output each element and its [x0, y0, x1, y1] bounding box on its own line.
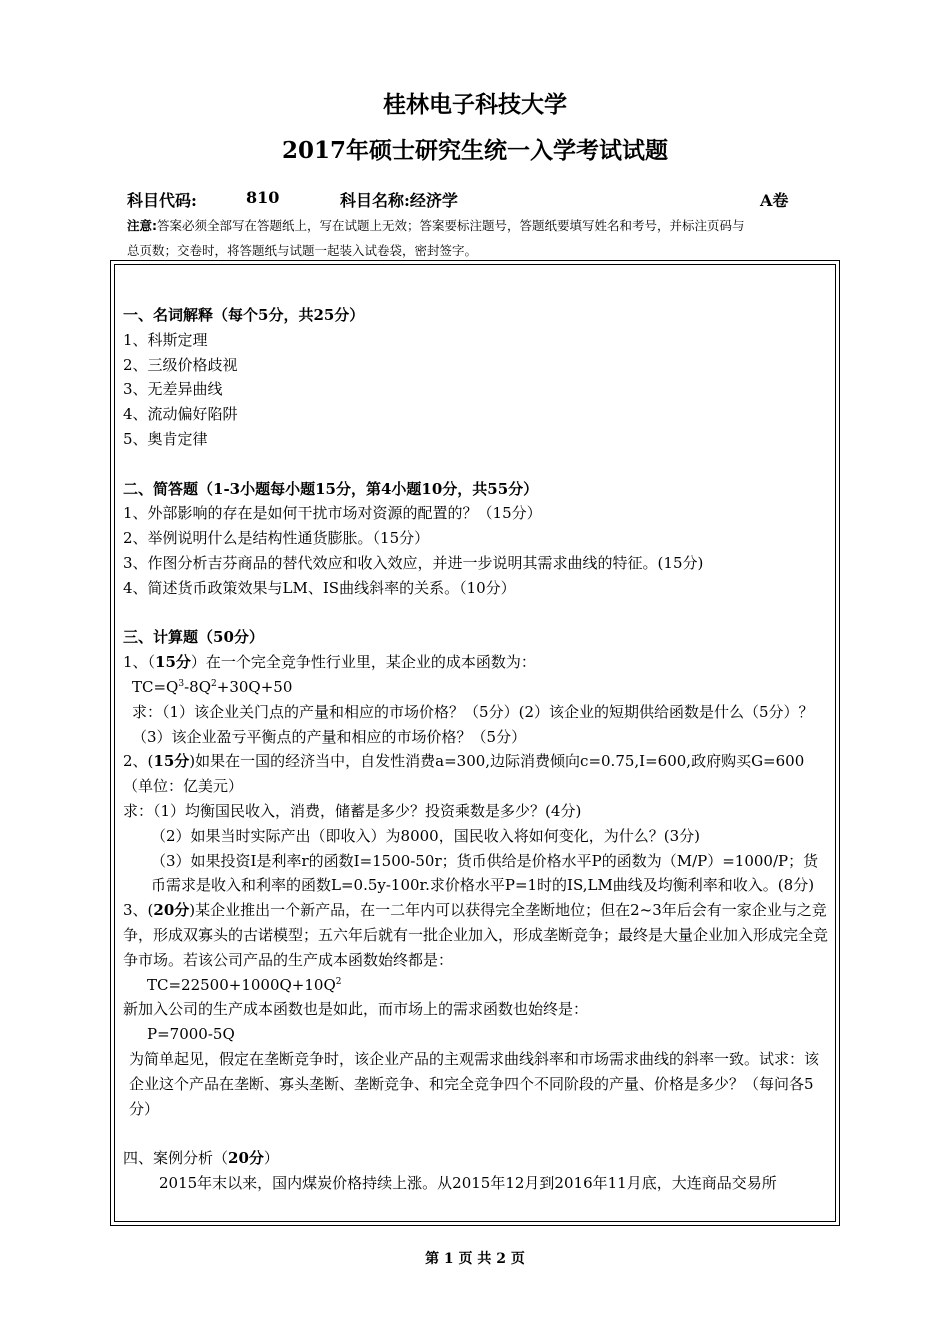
section2-item: 4、简述货币政策效果与LM、IS曲线斜率的关系。（10分）: [123, 578, 516, 597]
paper-version: A卷: [760, 191, 789, 210]
section1-item: 2、三级价格歧视: [123, 355, 238, 374]
q3-stem: 3、(20分)某企业推出一个新产品，在一二年内可以获得完全垄断地位；但在2~3年后会有一家企业与之竞争，形成双寡头的古诺模型；五六年后就有一批企业加入，形成垄断竞争；最终是大量企业加入形成完全竞争市场。若该公司产品的生产成本函数始终都是：: [123, 901, 829, 969]
q3-demand: P=7000-5Q: [147, 1025, 235, 1044]
university-title: 桂林电子科技大学: [383, 91, 567, 118]
subject-code-label: 科目代码:: [127, 191, 197, 210]
section2-item: 3、作图分析吉芬商品的替代效应和收入效应，并进一步说明其需求曲线的特征。(15分): [123, 553, 704, 572]
q1-ask: 求：（1）该企业关门点的产量和相应的市场价格？（5分）(2）该企业的短期供给函数是什么（5分）？（3）该企业盈亏平衡点的产量和相应的市场价格？（5分）: [132, 702, 814, 746]
q3-ask: 为简单起见，假定在垄断竞争时，该企业产品的主观需求曲线斜率和市场需求曲线的斜率一致。试求：该企业这个产品在垄断、寡头垄断、垄断竞争、和完全竞争四个不同阶段的产量、价格是多少？（每问各5分）: [129, 1049, 820, 1118]
note-line-2: 总页数；交卷时，将答题纸与试题一起装入试卷袋，密封签字。: [127, 243, 478, 258]
question-frame: [110, 260, 840, 1226]
section2-title: 二、简答题（1-3小题每小题15分，第4小题10分，共55分）: [123, 479, 539, 498]
section3-title: 三、计算题（50分）: [123, 628, 264, 647]
section4-text: 2015年末以来，国内煤炭价格持续上涨。从2015年12月到2016年11月底，大连商品交易所: [159, 1173, 777, 1192]
q1-formula: $TC=Q^3-8Q^2+30Q+50$: [132, 677, 293, 696]
exam-title: 2017年硕士研究生统一入学考试试题: [281, 137, 668, 164]
q2-ask-3: （3）如果投资I是利率r的函数I=1500-50r；货币供给是价格水平P的函数为（M/P）=1000/P；货币需求是收入和利率的函数L=0.5y-100r.求价格水平P=1时的IS,LM曲线及均衡利率和收入。(8分): [151, 851, 819, 895]
question-content: [123, 303, 829, 1196]
section1-item: 4、流动偏好陷阱: [123, 405, 238, 424]
page-number: 第 1 页 共 2 页: [425, 1251, 525, 1267]
note-label: 注意:: [127, 218, 157, 233]
question-frame-inner: [114, 264, 836, 1222]
section1-item: 1、科斯定理: [123, 330, 208, 349]
q3-formula: $TC=22500+1000Q+10Q^2$: [147, 975, 342, 994]
section1-title: 一、名词解释（每个5分，共25分）: [123, 306, 365, 324]
q2-ask-2: （2）如果当时实际产出（即收入）为8000，国民收入将如何变化，为什么？(3分): [151, 826, 700, 845]
section4-title: 四、案例分析（20分）: [123, 1149, 279, 1168]
q3-mid: 新加入公司的生产成本函数也是如此，而市场上的需求函数也始终是：: [123, 1000, 589, 1019]
q2-ask-1: 求：（1）均衡国民收入，消费，储蓄是多少？投资乘数是多少？(4分): [123, 801, 582, 820]
section2-item: 2、举例说明什么是结构性通货膨胀。（15分）: [123, 529, 430, 548]
section2-item: 1、外部影响的存在是如何干扰市场对资源的配置的？（15分）: [123, 504, 542, 523]
q1-stem: 1、（15分）在一个完全竞争性行业里，某企业的成本函数为：: [123, 653, 536, 672]
subject-code: 810: [246, 188, 280, 207]
section1-item: 3、无差异曲线: [123, 380, 223, 399]
section1-item: 5、奥肯定律: [123, 429, 208, 448]
note-line-1: 注意:答案必须全部写在答题纸上，写在试题上无效；答案要标注题号，答题纸要填写姓名和考号，并标注页码与: [127, 218, 745, 233]
q2-stem: 2、(15分)如果在一国的经济当中，自发性消费a=300,边际消费倾向c=0.75,I=600,政府购买G=600（单位：亿美元）: [123, 752, 805, 796]
subject-name: 科目名称:经济学: [340, 191, 458, 210]
